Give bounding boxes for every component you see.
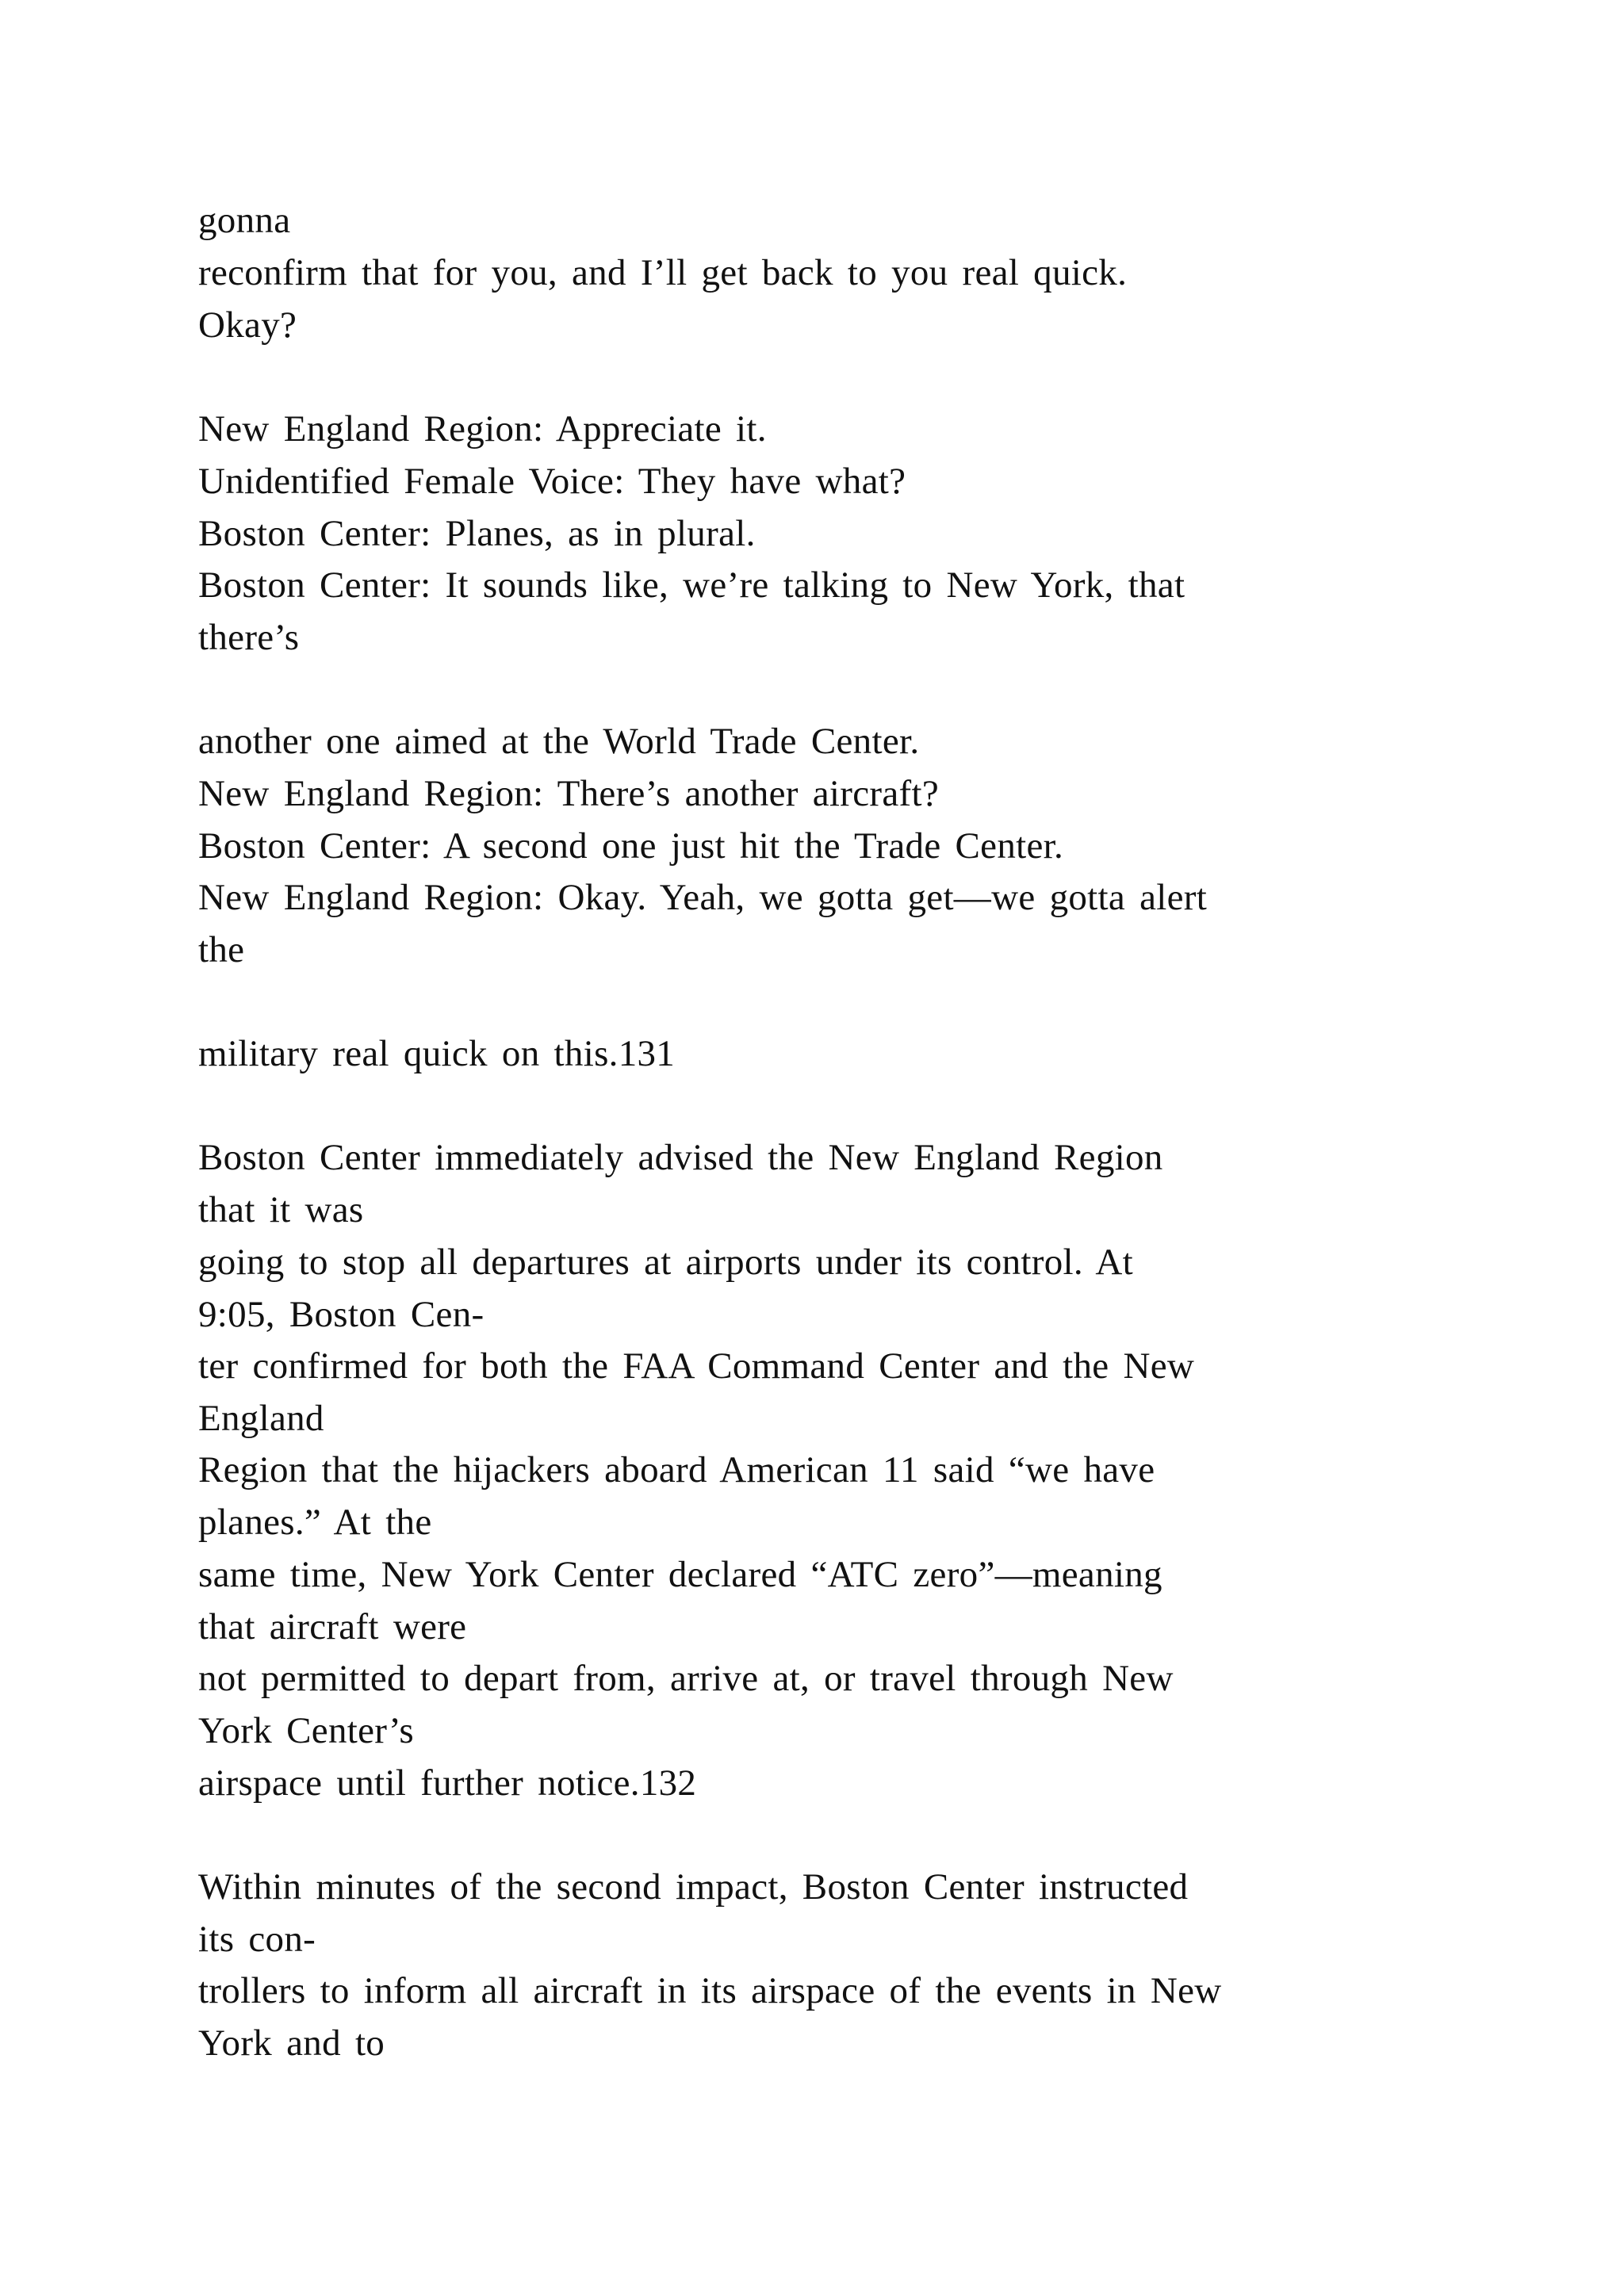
text-line: going to stop all departures at airports under its control. At	[198, 1242, 1133, 1283]
text-line: that aircraft were	[198, 1606, 467, 1647]
text-line: ter confirmed for both the FAA Command Center and the New	[198, 1345, 1195, 1387]
text-line: Region that the hijackers aboard American 11 said “we have	[198, 1449, 1155, 1490]
text-line: the	[198, 929, 245, 970]
text-line: Okay?	[198, 304, 297, 346]
text-line: York Center’s	[198, 1710, 414, 1751]
text-line: York and to	[198, 2022, 385, 2064]
text-line: Boston Center: It sounds like, we’re talking to New York, that	[198, 564, 1185, 606]
text-line: Within minutes of the second impact, Boston Center instructed	[198, 1866, 1189, 1908]
text-line: New England Region: There’s another aircraft?	[198, 773, 939, 814]
text-line: 9:05, Boston Cen-	[198, 1294, 485, 1335]
text-line: planes.” At the	[198, 1502, 432, 1543]
text-line: that it was	[198, 1189, 364, 1230]
text-line: reconfirm that for you, and I’ll get back to you real quick.	[198, 252, 1128, 293]
text-line: Boston Center immediately advised the New England Region	[198, 1137, 1163, 1178]
text-line: Boston Center: Planes, as in plural.	[198, 513, 756, 554]
text-line: New England Region: Okay. Yeah, we gotta get—we gotta alert	[198, 877, 1208, 918]
text-line: airspace until further notice.132	[198, 1762, 697, 1804]
text-line: not permitted to depart from, arrive at, or travel through New	[198, 1658, 1174, 1699]
text-line: trollers to inform all aircraft in its airspace of the events in New	[198, 1970, 1222, 2011]
text-line: Unidentified Female Voice: They have what?	[198, 461, 906, 502]
text-line: Boston Center: A second one just hit the Trade Center.	[198, 825, 1064, 867]
text-line: New England Region: Appreciate it.	[198, 408, 767, 450]
text-line: there’s	[198, 617, 300, 658]
text-line: military real quick on this.131	[198, 1033, 676, 1074]
text-line: its con-	[198, 1919, 316, 1960]
text-line: same time, New York Center declared “ATC zero”—meaning	[198, 1554, 1162, 1595]
text-line: gonna	[198, 200, 291, 241]
text-line: another one aimed at the World Trade Center.	[198, 721, 920, 762]
text-line: England	[198, 1398, 324, 1439]
